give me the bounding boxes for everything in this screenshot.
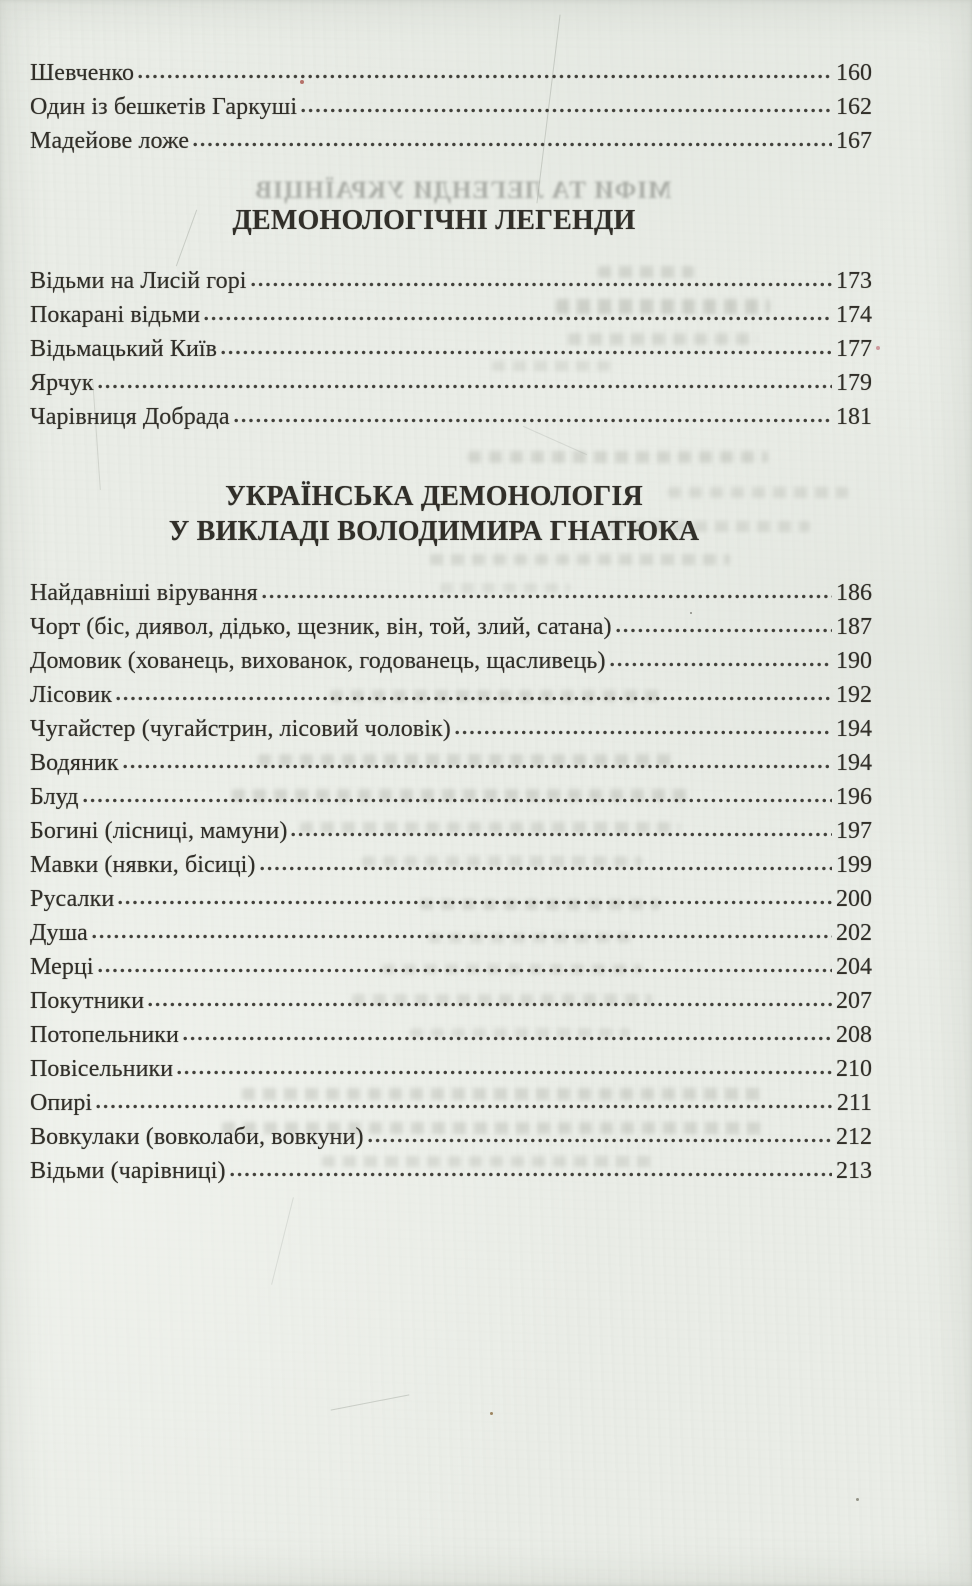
toc-entry	[30, 746, 872, 780]
entry-page-number: 160	[836, 60, 872, 86]
entry-title: Душа	[30, 920, 88, 946]
entry-title: Шевченко	[30, 60, 135, 86]
entry-title: Чугайстер (чугайстрин, лісовий чоловік)	[30, 716, 451, 742]
entry-title: Лісовик	[30, 682, 113, 708]
toc-entry	[30, 264, 872, 298]
toc-entry	[30, 848, 872, 882]
dot-leader	[95, 1103, 833, 1110]
bleed-through-mark	[430, 554, 730, 565]
entry-title: Відьми (чарівниці)	[30, 1158, 226, 1184]
dot-leader	[290, 831, 832, 838]
dot-leader	[192, 141, 832, 148]
toc-entry	[30, 984, 872, 1018]
toc-section-top	[30, 56, 872, 158]
entry-page-number: 194	[836, 750, 872, 776]
heading-line: УКРАЇНСЬКА ДЕМОНОЛОГІЯ	[225, 481, 643, 512]
toc-section-legends	[30, 264, 872, 434]
bleed-through-text: МІФИ ТА ЛЕГЕНДИ УКРАЇНЦІВ	[254, 177, 672, 204]
toc-entry	[30, 916, 872, 950]
entry-page-number: 181	[836, 404, 872, 430]
toc-entry	[30, 712, 872, 746]
entry-page-number: 186	[836, 580, 872, 606]
entry-title: Найдавніші вірування	[30, 580, 258, 606]
dot-leader	[91, 933, 832, 940]
dot-leader	[182, 1035, 832, 1042]
dot-leader	[233, 417, 832, 424]
entry-title: Русалки	[30, 886, 115, 912]
toc-entry	[30, 882, 872, 916]
paper-scratch	[331, 1394, 410, 1410]
section-heading-ukrainska-demonolohiia	[30, 479, 872, 549]
paper-scratch	[271, 1197, 294, 1285]
toc-section-hnatiuk	[30, 576, 872, 1188]
entry-page-number: 208	[836, 1022, 872, 1048]
entry-page-number: 211	[836, 1090, 872, 1116]
entry-title: Повісельники	[30, 1056, 174, 1082]
toc-entry	[30, 1052, 872, 1086]
entry-title: Чарівниця Добрада	[30, 404, 230, 430]
entry-title: Мерці	[30, 954, 94, 980]
entry-title: Мавки (нявки, бісиці)	[30, 852, 256, 878]
entry-page-number: 196	[836, 784, 872, 810]
entry-title: Ярчук	[30, 370, 94, 396]
toc-entry	[30, 1018, 872, 1052]
toc-entry	[30, 950, 872, 984]
entry-title: Покарані відьми	[30, 302, 201, 328]
entry-title: Відьмацький Київ	[30, 336, 218, 362]
toc-entry	[30, 124, 872, 158]
entry-page-number: 190	[836, 648, 872, 674]
dot-leader	[82, 797, 832, 804]
paper-speck	[856, 1498, 859, 1501]
toc-entry	[30, 644, 872, 678]
entry-title: Покутники	[30, 988, 145, 1014]
toc-entry	[30, 780, 872, 814]
toc-entry	[30, 400, 872, 434]
entry-title: Відьми на Лисій горі	[30, 268, 247, 294]
entry-page-number: 213	[836, 1158, 872, 1184]
dot-leader	[122, 763, 832, 770]
dot-leader	[176, 1069, 832, 1076]
toc-entry	[30, 298, 872, 332]
dot-leader	[259, 865, 832, 872]
entry-page-number: 179	[836, 370, 872, 396]
entry-page-number: 207	[836, 988, 872, 1014]
entry-page-number: 199	[836, 852, 872, 878]
entry-title: Богині (лісниці, мамуни)	[30, 818, 288, 844]
dot-leader	[250, 281, 832, 288]
toc-entry	[30, 814, 872, 848]
entry-page-number: 194	[836, 716, 872, 742]
entry-title: Потопельники	[30, 1022, 179, 1048]
toc-entry	[30, 1086, 872, 1120]
entry-page-number: 174	[836, 302, 872, 328]
dot-leader	[615, 627, 832, 634]
dot-leader	[147, 1001, 832, 1008]
heading-line: У ВИКЛАДІ ВОЛОДИМИРА ГНАТЮКА	[168, 516, 700, 547]
entry-title: Один із бешкетів Гаркуші	[30, 94, 298, 120]
toc-entry	[30, 610, 872, 644]
entry-title: Опирі	[30, 1090, 93, 1116]
entry-page-number: 162	[836, 94, 872, 120]
entry-page-number: 200	[836, 886, 872, 912]
heading-line: ДЕМОНОЛОГІЧНІ ЛЕГЕНДИ	[232, 205, 636, 236]
entry-title: Мадейове ложе	[30, 128, 190, 154]
dot-leader	[137, 73, 832, 80]
entry-title: Водяник	[30, 750, 119, 776]
toc-entry	[30, 678, 872, 712]
bleed-through-mark	[468, 451, 768, 463]
dot-leader	[220, 349, 832, 356]
entry-page-number: 167	[836, 128, 872, 154]
dot-leader	[229, 1171, 832, 1178]
dot-leader	[117, 899, 832, 906]
dot-leader	[454, 729, 832, 736]
toc-entry	[30, 576, 872, 610]
dot-leader	[97, 383, 832, 390]
dot-leader	[261, 593, 832, 600]
toc-entry-list	[30, 264, 872, 434]
dot-leader	[115, 695, 832, 702]
entry-title: Чорт (біс, диявол, дідько, щезник, він, той, злий, сатана)	[30, 614, 612, 640]
toc-entry	[30, 1120, 872, 1154]
toc-entry-list	[30, 576, 872, 1188]
dot-leader	[609, 661, 832, 668]
dot-leader	[97, 967, 832, 974]
entry-page-number: 187	[836, 614, 872, 640]
toc-entry	[30, 90, 872, 124]
entry-page-number: 202	[836, 920, 872, 946]
dot-leader	[203, 315, 832, 322]
paper-speck	[490, 1412, 493, 1415]
entry-page-number: 173	[836, 268, 872, 294]
toc-entry	[30, 1154, 872, 1188]
entry-page-number: 177	[836, 336, 872, 362]
entry-page-number: 197	[836, 818, 872, 844]
paper-speck	[876, 346, 880, 350]
entry-page-number: 212	[836, 1124, 872, 1150]
dot-leader	[300, 107, 832, 114]
entry-page-number: 204	[836, 954, 872, 980]
entry-title: Блуд	[30, 784, 79, 810]
entry-title: Вовкулаки (вовколаби, вовкуни)	[30, 1124, 364, 1150]
toc-entry	[30, 366, 872, 400]
toc-entry	[30, 332, 872, 366]
entry-page-number: 192	[836, 682, 872, 708]
entry-title: Домовик (хованець, вихованок, годованець, щасливець)	[30, 648, 606, 674]
dot-leader	[367, 1137, 832, 1144]
section-heading-demonolohichni-lehendy	[30, 203, 872, 238]
toc-entry	[30, 56, 872, 90]
entry-page-number: 210	[836, 1056, 872, 1082]
toc-entry-list	[30, 56, 872, 158]
